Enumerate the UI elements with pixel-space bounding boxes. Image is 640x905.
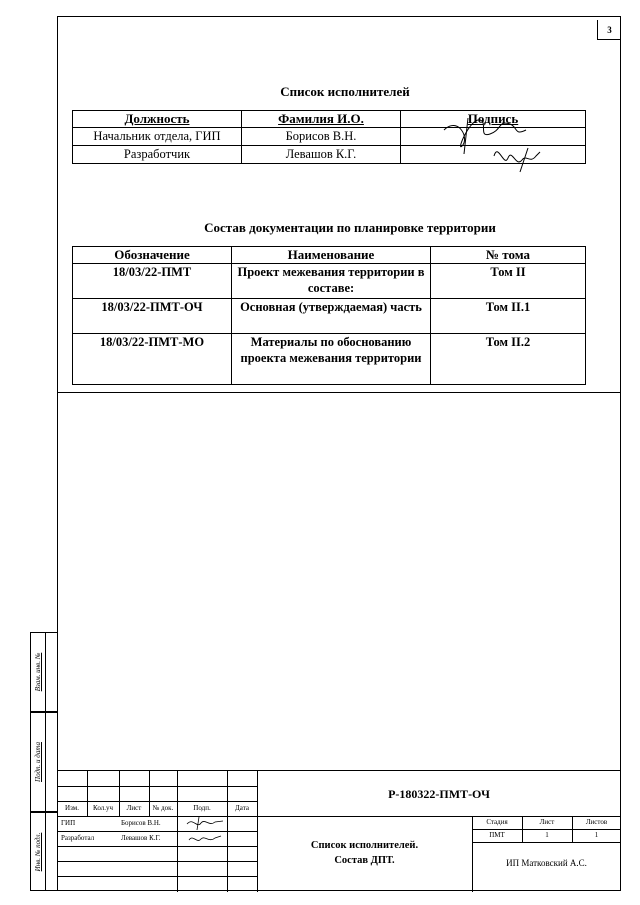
table-row <box>73 146 586 164</box>
table-row <box>73 264 586 299</box>
signature-dev-small <box>187 831 223 847</box>
side-label: Взам. инв. № <box>34 652 42 692</box>
doc-code: Р-180322-ПМТ-ОЧ <box>388 787 490 801</box>
column-header: № тома <box>431 247 586 264</box>
table-header-row <box>73 247 586 264</box>
table-row <box>73 334 586 385</box>
sheets-label: Листов <box>585 818 608 826</box>
name-cell: Основная (утверждаемая) часть <box>232 299 431 334</box>
table-row <box>73 128 586 146</box>
gip-name: Борисов В.Н. <box>121 819 161 827</box>
side-label: Инв. № подл. <box>34 832 42 871</box>
name-cell: Проект межевания территории в составе: <box>232 264 431 299</box>
dev-role: Разработал <box>61 834 95 842</box>
sheet-label: Лист <box>539 818 555 826</box>
signature-gip-small <box>185 815 225 831</box>
column-header: Обозначение <box>73 247 232 264</box>
sheet-value: 1 <box>545 831 549 839</box>
gip-role: ГИП <box>61 819 76 827</box>
signature-cell <box>401 128 586 146</box>
code-cell: 18/03/22-ПМТ-ОЧ <box>73 299 232 334</box>
executors-title: Список исполнителей <box>280 84 410 99</box>
table-row <box>73 299 586 334</box>
name-cell: Материалы по обоснованию проекта межевания территории <box>232 334 431 385</box>
doc-title-line2: Состав ДПТ. <box>334 855 395 866</box>
title-block <box>57 770 621 892</box>
name-cell: Борисов В.Н. <box>242 128 401 146</box>
content-divider <box>57 392 621 393</box>
column-header: Наименование <box>232 247 431 264</box>
code-cell: 18/03/22-ПМТ <box>73 264 232 299</box>
side-strip-replace <box>30 632 57 712</box>
organization: ИП Матковский А.С. <box>506 858 587 868</box>
column-header: Подпись <box>401 111 586 128</box>
dev-name: Левашов К.Г. <box>121 834 161 842</box>
executors-table <box>72 110 586 164</box>
volume-cell: Том II.1 <box>431 299 586 334</box>
page-number: 3 <box>597 20 621 40</box>
col-header-koluch: Кол.уч <box>93 804 113 812</box>
sheets-value: 1 <box>594 831 599 839</box>
side-label: Подп. и дата <box>34 742 42 782</box>
stage-label: Стадия <box>486 818 508 826</box>
signature-cell <box>401 146 586 164</box>
stage-value: ПМТ <box>489 831 505 839</box>
volume-cell: Том II <box>431 264 586 299</box>
composition-title: Состав документации по планировке территории <box>204 220 496 235</box>
code-cell: 18/03/22-ПМТ-МО <box>73 334 232 385</box>
composition-table <box>72 246 586 385</box>
col-header-doc: № док. <box>152 804 174 812</box>
table-header-row <box>73 111 586 128</box>
doc-title-line1: Список исполнителей. <box>310 840 419 851</box>
col-header-sign: Подп. <box>193 804 211 812</box>
col-header-list: Лист <box>126 804 142 812</box>
side-strip-inventory <box>30 812 57 891</box>
col-header-izm: Изм. <box>65 804 79 812</box>
col-header-date: Дата <box>235 804 249 812</box>
position-cell: Начальник отдела, ГИП <box>73 128 242 146</box>
column-header: Фамилия И.О. <box>242 111 401 128</box>
name-cell: Левашов К.Г. <box>242 146 401 164</box>
column-header: Должность <box>73 111 242 128</box>
volume-cell: Том II.2 <box>431 334 586 385</box>
side-strip-sign <box>30 712 57 812</box>
position-cell: Разработчик <box>73 146 242 164</box>
